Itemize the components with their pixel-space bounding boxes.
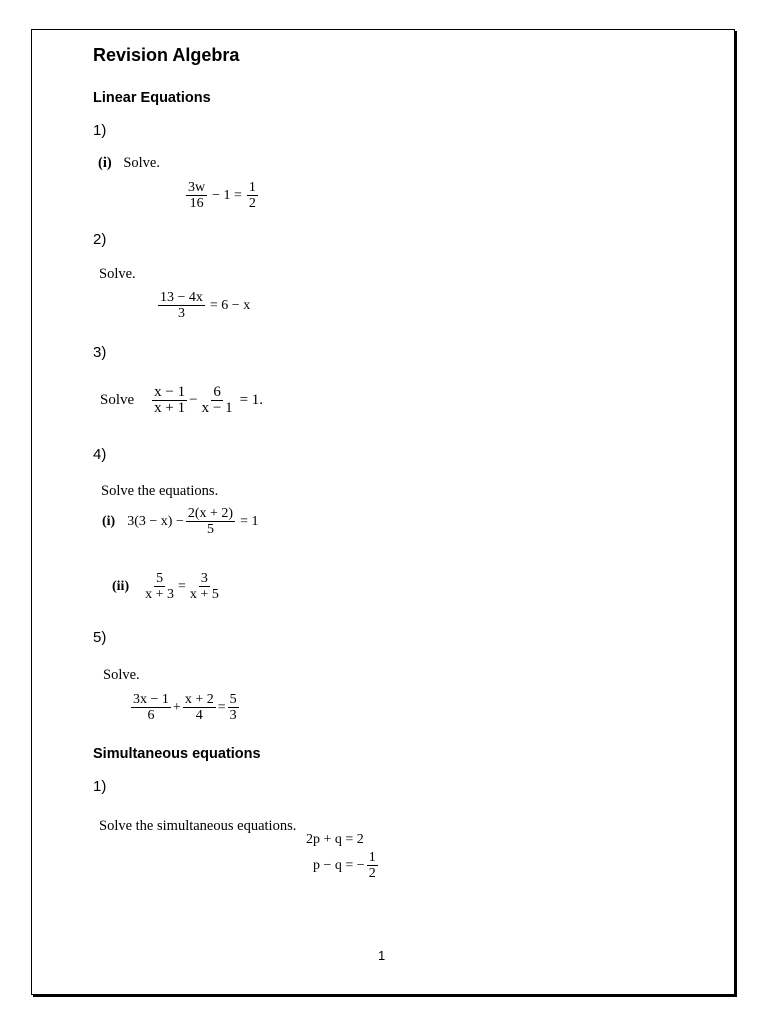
question-1-equation: $\frac{3w}{16}$ − 1 = $\frac{1}{2}$ xyxy=(188,180,256,211)
linear-equations-heading: Linear Equations xyxy=(93,90,211,106)
simultaneous-equation-2: p − q = − $\frac{1}{2}$ xyxy=(313,850,376,881)
question-1-text: Solve. xyxy=(123,155,160,171)
question-1-part: (i) xyxy=(98,155,112,171)
question-1-number: 1) xyxy=(93,122,107,139)
fraction: $\frac{5}{x + 3}$ xyxy=(145,571,175,602)
fraction: $\frac{1}{2}$ xyxy=(248,180,256,211)
fraction: $\frac{3w}{16}$ xyxy=(188,180,206,211)
question-5-text: Solve. xyxy=(103,667,140,683)
question-5-number: 5) xyxy=(93,629,107,646)
question-4-part-ii-equation: (ii) $\frac{5}{x + 3}$ = $\frac{3}{x + 5}$ xyxy=(112,571,219,602)
question-4-part-i: (i) xyxy=(102,513,116,529)
question-4-text: Solve the equations. xyxy=(101,483,219,499)
question-1-prompt xyxy=(98,155,160,172)
question-2-equation: $\frac{13 - 4x}{3}$ = 6 − x xyxy=(160,290,251,321)
fraction: $\frac{2(x + 2)}{5}$ xyxy=(187,506,234,537)
page-number: 1 xyxy=(378,948,386,963)
question-3-equation: Solve $\frac{x - 1}{x + 1}$ − $\frac{6}{x - 1}$ = 1. xyxy=(100,384,264,416)
fraction: $\frac{13 - 4x}{3}$ xyxy=(160,290,203,321)
simultaneous-equation-1: 2p + q = 2 xyxy=(306,832,364,847)
simultaneous-question-1-text: Solve the simultaneous equations. xyxy=(99,818,297,834)
fraction: $\frac{1}{2}$ xyxy=(368,850,376,881)
page-title: Revision Algebra xyxy=(93,45,240,65)
fraction: $\frac{x - 1}{x + 1}$ xyxy=(154,384,186,416)
fraction: $\frac{3x - 1}{6}$ xyxy=(133,692,169,723)
fraction: $\frac{x + 2}{4}$ xyxy=(184,692,214,723)
question-3-text: Solve xyxy=(100,392,135,408)
fraction: $\frac{3}{x + 5}$ xyxy=(189,571,219,602)
simultaneous-question-1-number: 1) xyxy=(93,778,107,795)
question-2-text: Solve. xyxy=(99,266,136,282)
question-4-number: 4) xyxy=(93,446,107,463)
question-4-part-ii: (ii) xyxy=(112,578,130,594)
question-2-number: 2) xyxy=(93,231,107,248)
question-3-number: 3) xyxy=(93,344,107,361)
question-4-part-i-equation: (i) 3(3 − x) − $\frac{2(x + 2)}{5}$ = 1 xyxy=(102,506,259,537)
fraction: $\frac{5}{3}$ xyxy=(229,692,237,723)
document-page xyxy=(31,29,735,995)
fraction: $\frac{6}{x - 1}$ xyxy=(201,384,233,416)
question-5-equation: $\frac{3x - 1}{6}$ + $\frac{x + 2}{4}$ = $\frac{5}{3}$ xyxy=(133,692,237,723)
simultaneous-equations-heading: Simultaneous equations xyxy=(93,746,261,762)
